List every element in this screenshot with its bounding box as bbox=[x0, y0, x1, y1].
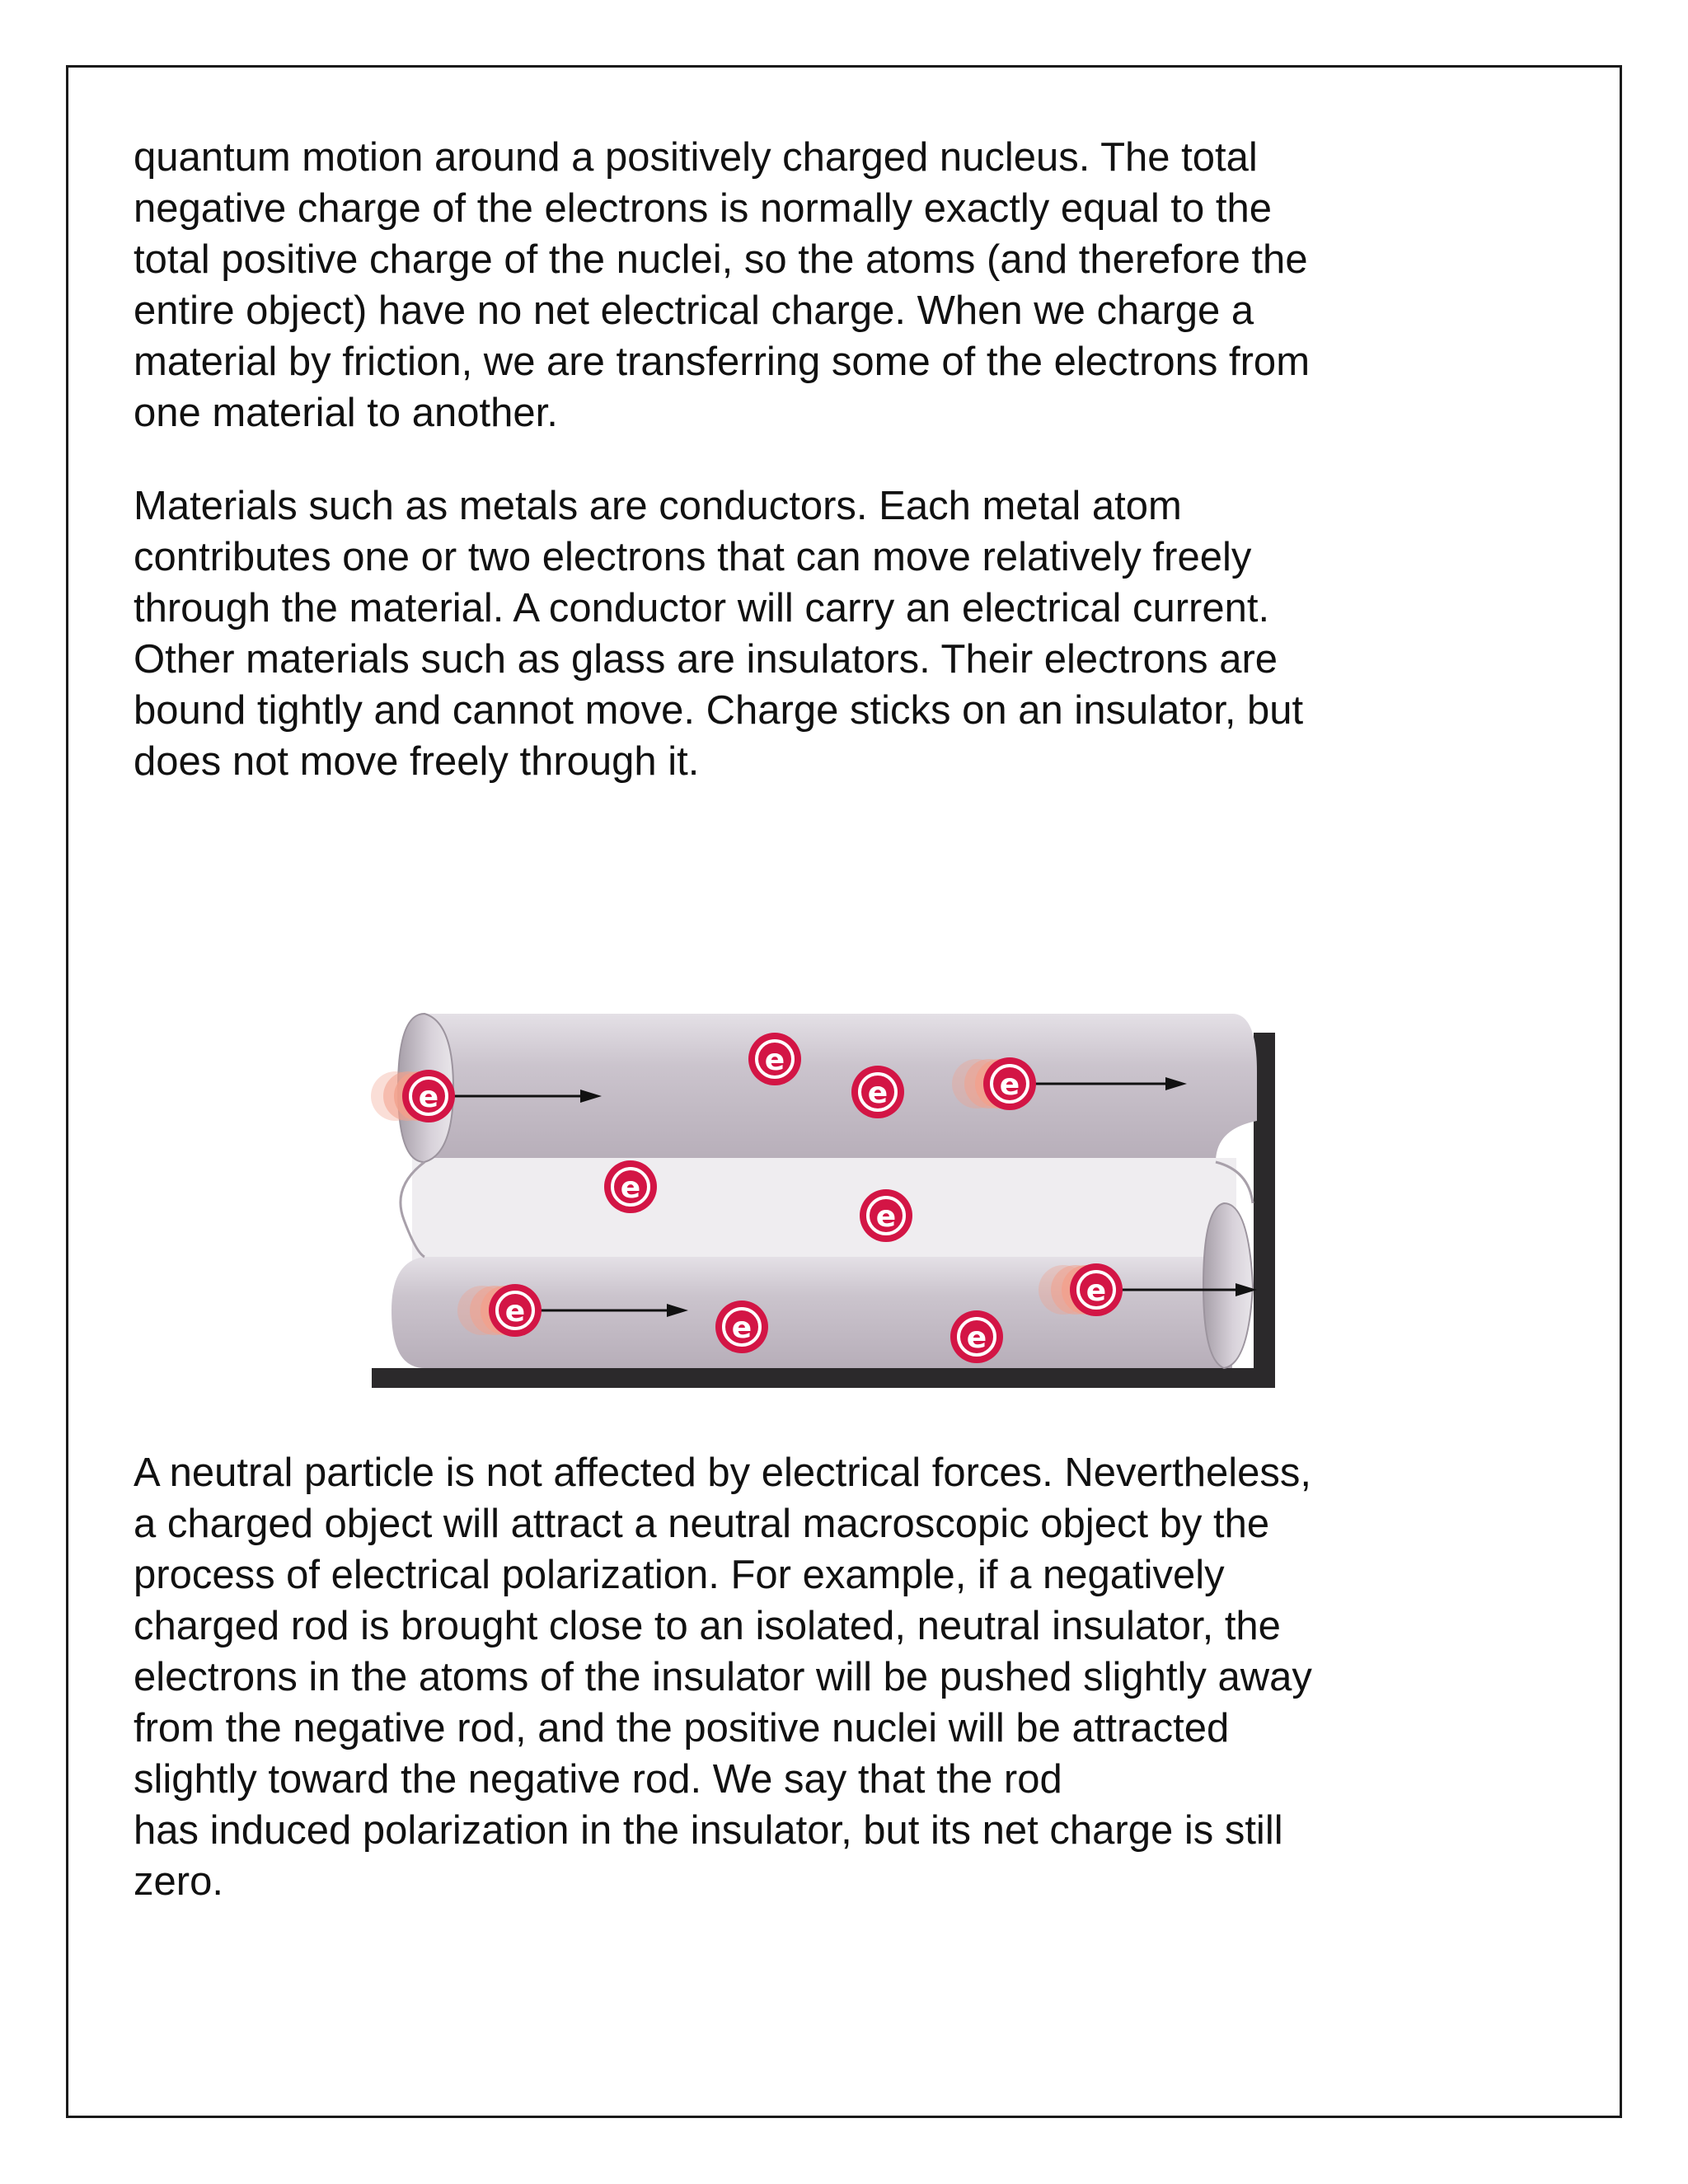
electron-label: e bbox=[875, 1200, 897, 1234]
electron-label: e bbox=[764, 1043, 785, 1077]
text-line: slightly toward the negative rod. We say that the rod bbox=[134, 1757, 1062, 1802]
text-line: a charged object will attract a neutral macroscopic object by the bbox=[134, 1502, 1270, 1546]
text-line: material by friction, we are transferring some of the electrons from bbox=[134, 340, 1311, 384]
text-line: entire object) have no net electrical charge. When we charge a bbox=[134, 288, 1254, 333]
text-line: Other materials such as glass are insulators. Their electrons are bbox=[134, 637, 1278, 682]
text-line: from the negative rod, and the positive nuclei will be attracted bbox=[134, 1706, 1230, 1750]
electron-label: e bbox=[999, 1068, 1020, 1102]
electron-label: e bbox=[620, 1171, 641, 1205]
text-line: electrons in the atoms of the insulator will be pushed slightly away bbox=[134, 1655, 1312, 1699]
paragraph-conductors-insulators bbox=[134, 480, 1502, 787]
text-line: charged rod is brought close to an isolated, neutral insulator, the bbox=[134, 1604, 1281, 1648]
electron-label: e bbox=[418, 1080, 439, 1114]
wire-right-opening bbox=[1203, 1203, 1253, 1368]
wire-tube-interior bbox=[412, 1158, 1236, 1261]
electron-label: e bbox=[731, 1311, 753, 1345]
text-line: zero. bbox=[134, 1859, 223, 1904]
text-line: negative charge of the electrons is normally exactly equal to the bbox=[134, 186, 1272, 231]
text-line: contributes one or two electrons that can move relatively freely bbox=[134, 535, 1252, 579]
paragraph-charge-transfer bbox=[134, 132, 1502, 438]
text-line: bound tightly and cannot move. Charge sticks on an insulator, but bbox=[134, 688, 1304, 733]
text-line: total positive charge of the nuclei, so the atoms (and therefore the bbox=[134, 237, 1308, 282]
electron-label: e bbox=[966, 1321, 987, 1355]
text-line: does not move freely through it. bbox=[134, 739, 700, 784]
text-line: one material to another. bbox=[134, 391, 558, 435]
text-line: Materials such as metals are conductors. Each metal atom bbox=[134, 484, 1182, 528]
paragraph-polarization bbox=[134, 1447, 1502, 1907]
wire-tube-top bbox=[424, 1014, 1257, 1162]
electron-label: e bbox=[1085, 1274, 1107, 1308]
electron-label: e bbox=[867, 1076, 889, 1110]
text-line: through the material. A conductor will carry an electrical current. bbox=[134, 586, 1270, 630]
text-line: quantum motion around a positively charged nucleus. The total bbox=[134, 135, 1258, 180]
conductor-electron-flow-illustration bbox=[301, 956, 1372, 1418]
electron-label: e bbox=[504, 1295, 526, 1329]
stand-base bbox=[372, 1368, 1274, 1388]
text-line: process of electrical polarization. For example, if a negatively bbox=[134, 1553, 1225, 1597]
text-line: A neutral particle is not affected by electrical forces. Nevertheless, bbox=[134, 1451, 1311, 1495]
text-line: has induced polarization in the insulator, but its net charge is still bbox=[134, 1808, 1283, 1853]
